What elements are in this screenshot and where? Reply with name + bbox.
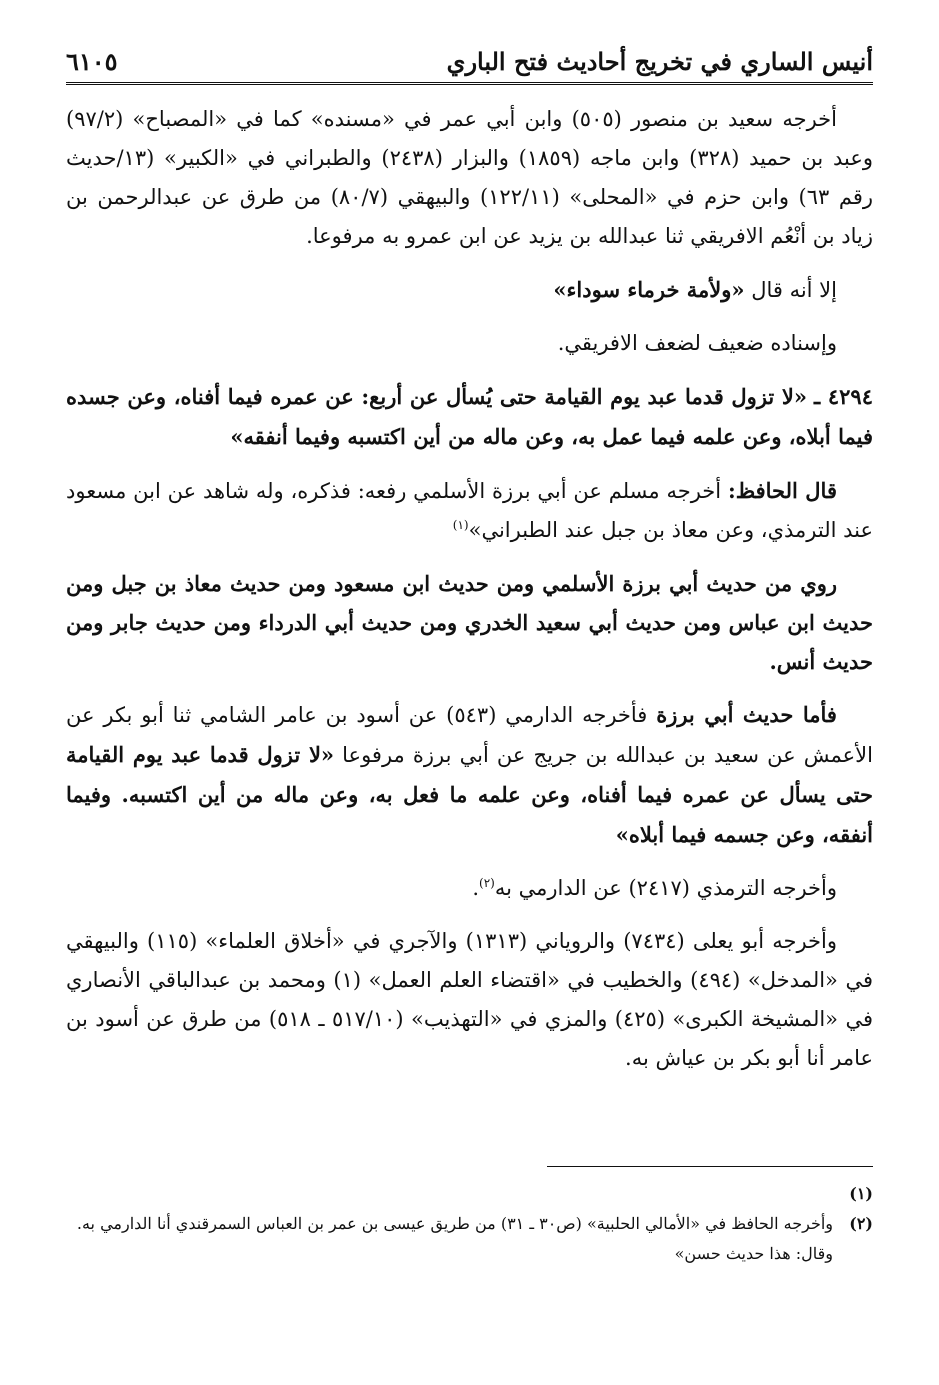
paragraph-grading: وإسناده ضعيف لضعف الافريقي. <box>557 331 837 355</box>
footnote-number: (٢) <box>849 1214 873 1233</box>
footnote-ref-1[interactable]: (١) <box>452 518 469 532</box>
running-header <box>66 38 873 85</box>
abu-barza-label: فأما حديث أبي برزة <box>656 702 837 727</box>
tirmidhi-text: وأخرجه الترمذي (٢٤١٧) عن الدارمي به <box>494 876 837 900</box>
abu-barza-hadith: «لا تزول قدما عبد يوم القيامة حتى يسأل عن عمره فيما أفناه، وعن علمه ما فعل به، وعن ماله من أين اكتسبه. وفيما أنفقه، وعن جسمه فيما أبلاه» <box>66 742 873 847</box>
footnotes <box>66 1180 873 1270</box>
exception-quote: «ولأمة خرماء سوداء» <box>553 277 745 302</box>
footnote-text: وأخرجه الحافظ في «الأمالي الحلبية» (ص٣٠ ـ ٣١) من طريق عيسى بن عمر بن العباس السمرقندي أنا الدارمي به. <box>76 1214 833 1233</box>
footnote-number: (١) <box>849 1184 873 1203</box>
hadith-text: «لا تزول قدما عبد يوم القيامة حتى يُسأل عن أربع: عن عمره فيما أفناه، وعن جسده فيما أبلاه، وعن علمه فيما عمل به، وعن ماله من أين اكتسبه وفيما أنفقه» <box>66 384 873 449</box>
paragraph-takhrij: أخرجه سعيد بن منصور (٥٠٥) وابن أبي عمر في «مسنده» كما في «المصباح» (٩٧/٢) وعبد بن حميد (٣٢٨) وابن ماجه (١٨٥٩) والبزار (٢٤٣٨) والطبراني في «الكبير» (١٣/حديث رقم ٦٣) وابن حزم في «المحلى» (١٢٢/١١) والبيهقي (٨٠/٧) من طرق عن عبدالرحمن بن زياد بن أنْعُم الافريقي ثنا عبدالله بن يزيد عن ابن عمرو به مرفوعا. <box>66 107 874 248</box>
footnote-item <box>66 1180 873 1208</box>
hadith-number: ٤٢٩٤ ـ <box>814 384 873 409</box>
main-text <box>66 100 873 1092</box>
footnote-item <box>66 1240 873 1268</box>
hafiz-text: أخرجه مسلم عن أبي برزة الأسلمي رفعه: فذكره، وله شاهد عن ابن مسعود عند الترمذي، وعن معاذ بن جبل عند الطبراني» <box>66 479 873 542</box>
paragraph-abu-barza <box>66 695 873 855</box>
paragraph-other-sources: وأخرجه أبو يعلى (٧٤٣٤) والروياني (١٣١٣) والآجري في «أخلاق العلماء» (١١٥) والبيهقي في «المدخل» (٤٩٤) والخطيب في «اقتضاء العلم العمل» (١) ومحمد بن عبدالباقي الأنصاري في «المشيخة الكبرى» (٤٢٥) والمزي في «التهذيب» (٥١٧/١٠ ـ ٥١٨) من طرق عن أسود بن عامر أنا أبو بكر بن عياش به. <box>66 929 873 1070</box>
exception-lead: إلا أنه قال <box>751 278 837 302</box>
hafiz-label: قال الحافظ: <box>727 478 837 503</box>
paragraph-narrations: روي من حديث أبي برزة الأسلمي ومن حديث ابن مسعود ومن حديث معاذ بن جبل ومن حديث ابن عباس ومن حديث أبي سعيد الخدري ومن حديث أبي الدرداء ومن حديث جابر ومن حديث أنس. <box>66 571 873 674</box>
footnote-number <box>833 1240 873 1268</box>
hadith-entry <box>66 377 873 457</box>
paragraph-tirmidhi <box>66 869 873 908</box>
footnote-item <box>66 1210 873 1238</box>
abu-barza-text: فأخرجه الدارمي (٥٤٣) عن أسود بن عامر الشامي ثنا أبو بكر عن الأعمش عن سعيد بن عبدالله بن جريج عن أبي برزة مرفوعا <box>66 703 873 767</box>
footnote-text: وقال: هذا حديث حسن» <box>674 1244 833 1263</box>
paragraph-exception <box>66 270 873 310</box>
footnote-separator <box>547 1166 873 1167</box>
book-title: أنيس الساري في تخريج أحاديث فتح الباري <box>446 47 873 76</box>
footnote-text <box>66 1180 833 1208</box>
paragraph-hafiz <box>66 471 873 550</box>
tirmidhi-end: . <box>472 876 480 900</box>
page-number: ٦١٠٥ <box>66 47 118 76</box>
footnote-ref-2[interactable]: (٢) <box>479 876 495 890</box>
